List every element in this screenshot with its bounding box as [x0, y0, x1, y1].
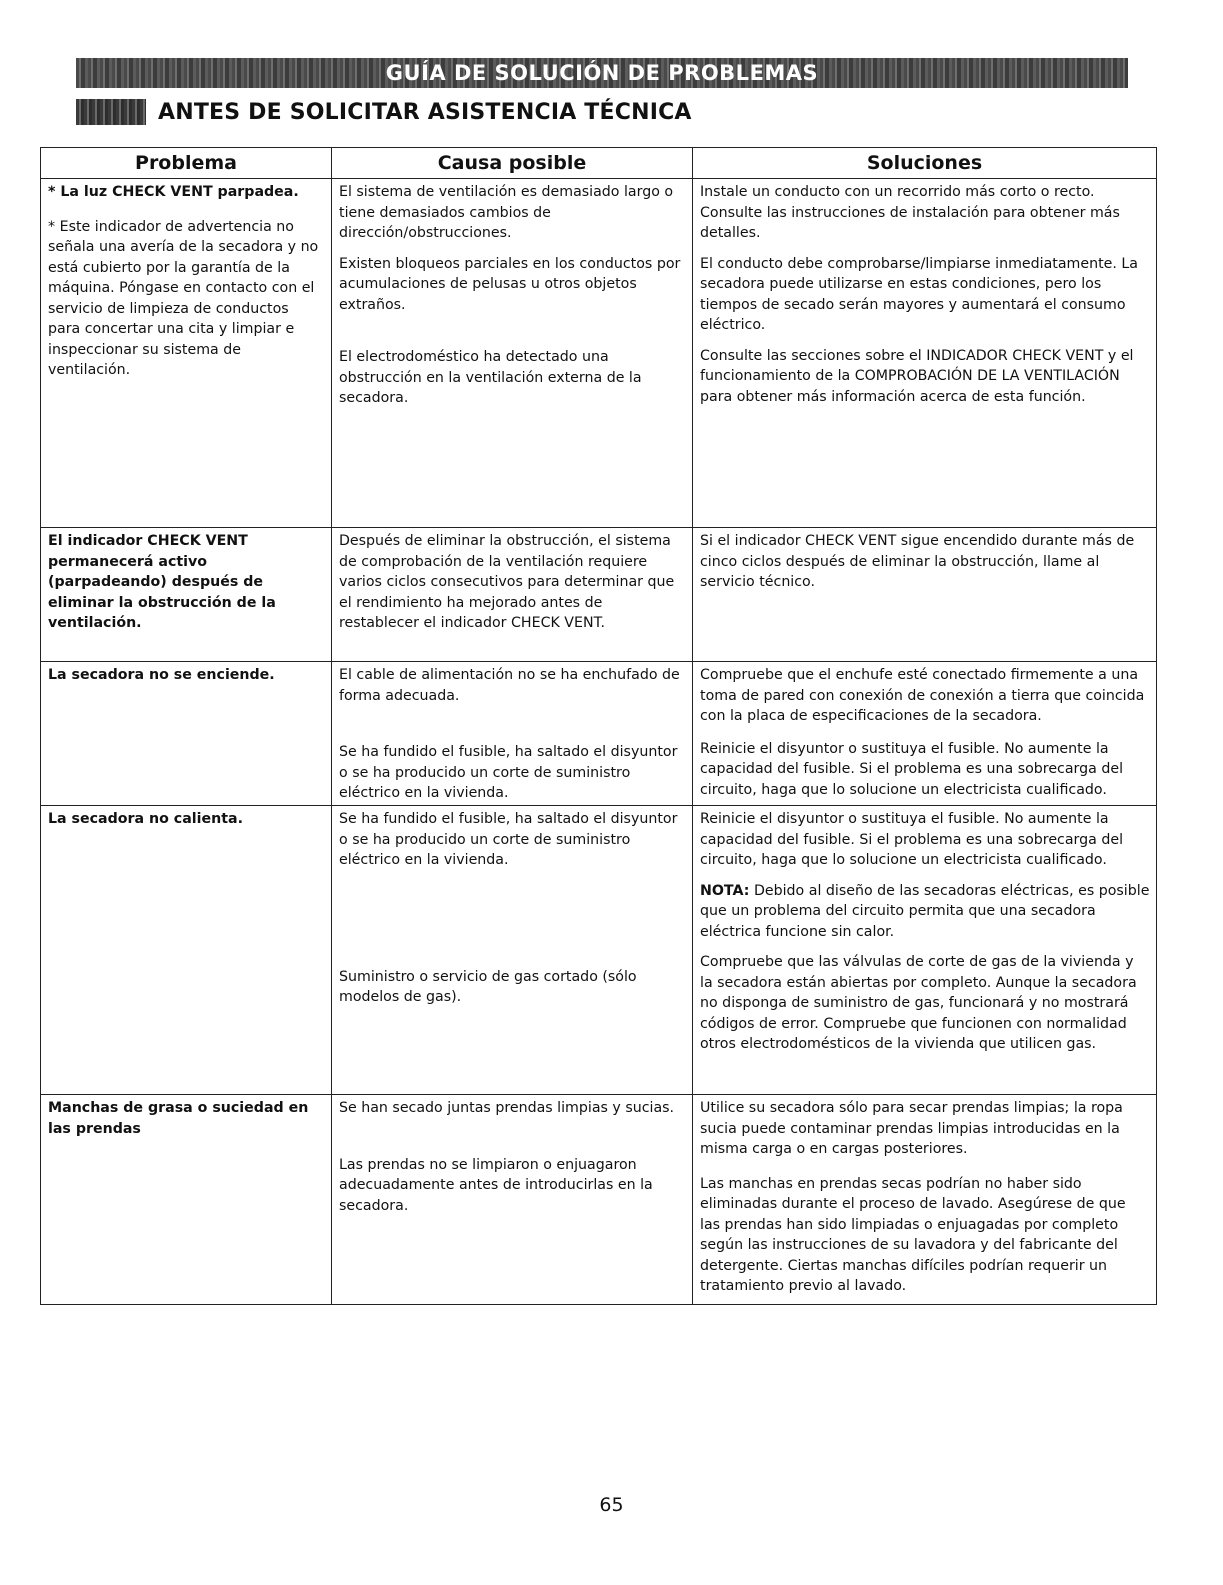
cause-text: El electrodoméstico ha detectado una obstrucción en la ventilación externa de la secadora. [339, 349, 642, 406]
problem-text: El indicador CHECK VENT permanecerá activo (parpadeando) después de eliminar la obstrucción de la ventilación. [48, 533, 276, 631]
cause-text: Las prendas no se limpiaron o enjuagaron adecuadamente antes de introducirlas en la secadora. [339, 1156, 653, 1214]
solution-text: Si el indicador CHECK VENT sigue encendido durante más de cinco ciclos después de eliminar la obstrucción, llame al servicio técnico. [700, 533, 1135, 590]
cause-text: Suministro o servicio de gas cortado (sólo modelos de gas). [339, 968, 637, 1005]
solution-cell [693, 662, 1157, 806]
solution-text: Compruebe que las válvulas de corte de gas de la vivienda y la secadora están abiertas por completo. Aunque la secadora no disponga de suministro de gas, funcionará y no mostrará códigos de error. Compruebe que funcionen con normalidad otros electrodomésticos de la vivienda que utilicen gas. [700, 954, 1137, 1052]
banner-title: GUÍA DE SOLUCIÓN DE PROBLEMAS [385, 61, 819, 85]
problem-note: * Este indicador de advertencia no señala una avería de la secadora y no está cubierto por la garantía de la máquina. Póngase en contacto con el servicio de limpieza de conductos para concertar una cita y limpiar e inspeccionar su sistema de ventilación. [48, 218, 319, 378]
section-title: ANTES DE SOLICITAR ASISTENCIA TÉCNICA [158, 99, 692, 125]
problem-cell [41, 528, 332, 662]
problem-text: La secadora no se enciende. [48, 667, 275, 683]
table-row [41, 662, 1157, 806]
solution-cell [693, 806, 1157, 1095]
cause-text: El cable de alimentación no se ha enchufado de forma adecuada. [339, 667, 680, 704]
problem-cell [41, 1095, 332, 1305]
solution-text: Utilice su secadora sólo para secar prendas limpias; la ropa sucia puede contaminar prendas limpias introducidas en la misma carga o en cargas posteriores. [700, 1100, 1123, 1157]
problem-text: Manchas de grasa o suciedad en las prendas [48, 1100, 309, 1137]
table-row [41, 806, 1157, 1095]
solution-text: Consulte las secciones sobre el INDICADOR CHECK VENT y el funcionamiento de la COMPROBACIÓN DE LA VENTILACIÓN para obtener más información acerca de esta función. [700, 347, 1134, 405]
solution-text: Reinicie el disyuntor o sustituya el fusible. No aumente la capacidad del fusible. Si el problema es una sobrecarga del circuito, haga que lo solucione un electricista cualificado. [700, 740, 1124, 798]
solution-cell [693, 179, 1157, 528]
table-row [41, 179, 1157, 528]
cause-cell [332, 528, 693, 662]
problem-text: La secadora no calienta. [48, 811, 243, 827]
solution-cell [693, 1095, 1157, 1305]
cause-text: Se ha fundido el fusible, ha saltado el disyuntor o se ha producido un corte de suministro eléctrico en la vivienda. [339, 744, 678, 801]
note-label: NOTA: [700, 882, 750, 899]
note-paragraph [700, 881, 1150, 943]
solution-text: Compruebe que el enchufe esté conectado firmemente a una toma de pared con conexión de conexión a tierra que coincida con la placa de especificaciones de la secadora. [700, 667, 1145, 724]
cause-cell [332, 662, 693, 806]
problem-text: * La luz CHECK VENT parpadea. [48, 184, 299, 200]
solution-text: Las manchas en prendas secas podrían no haber sido eliminadas durante el proceso de lavado. Asegúrese de que las prendas han sido limpiadas o enjuagadas por completo según las instrucciones de su lavadora y del fabricante del detergente. Ciertas manchas difíciles podrían requerir un tratamiento previo al lavado. [700, 1175, 1126, 1294]
cause-text: Se han secado juntas prendas limpias y sucias. [339, 1100, 675, 1116]
cause-cell [332, 1095, 693, 1305]
solution-text: Instale un conducto con un recorrido más corto o recto. Consulte las instrucciones de instalación para obtener más detalles. [700, 184, 1120, 241]
solution-text: El conducto debe comprobarse/limpiarse inmediatamente. La secadora puede utilizarse en estas condiciones, pero los tiempos de secado serán mayores y aumentará el consumo eléctrico. [700, 255, 1138, 333]
cause-text: Existen bloqueos parciales en los conductos por acumulaciones de pelusas u otros objetos extraños. [339, 255, 681, 313]
problem-cell [41, 179, 332, 528]
solution-text: Reinicie el disyuntor o sustituya el fusible. No aumente la capacidad del fusible. Si el problema es una sobrecarga del circuito, haga que lo solucione un electricista cualificado. [700, 811, 1124, 868]
section-heading [76, 97, 692, 127]
table-row [41, 1095, 1157, 1305]
solution-cell [693, 528, 1157, 662]
section-marker [76, 99, 146, 125]
table-row [41, 528, 1157, 662]
column-header-problem: Problema [41, 148, 332, 179]
problem-cell [41, 662, 332, 806]
cause-text: Después de eliminar la obstrucción, el sistema de comprobación de la ventilación requiere varios ciclos consecutivos para determinar que el rendimiento ha mejorado antes de restablecer el indicador CHECK VENT. [339, 533, 675, 631]
cause-text: El sistema de ventilación es demasiado largo o tiene demasiados cambios de dirección/obstrucciones. [339, 184, 674, 241]
column-header-cause: Causa posible [332, 148, 693, 179]
cause-cell [332, 806, 693, 1095]
column-header-solutions: Soluciones [693, 148, 1157, 179]
cause-text: Se ha fundido el fusible, ha saltado el disyuntor o se ha producido un corte de suministro eléctrico en la vivienda. [339, 811, 678, 868]
banner [76, 58, 1128, 88]
note-text: Debido al diseño de las secadoras eléctricas, es posible que un problema del circuito permita que una secadora eléctrica funcione sin calor. [700, 882, 1150, 940]
problem-cell [41, 806, 332, 1095]
page-number: 65 [599, 1494, 624, 1516]
troubleshooting-table [40, 147, 1157, 1305]
cause-cell [332, 179, 693, 528]
